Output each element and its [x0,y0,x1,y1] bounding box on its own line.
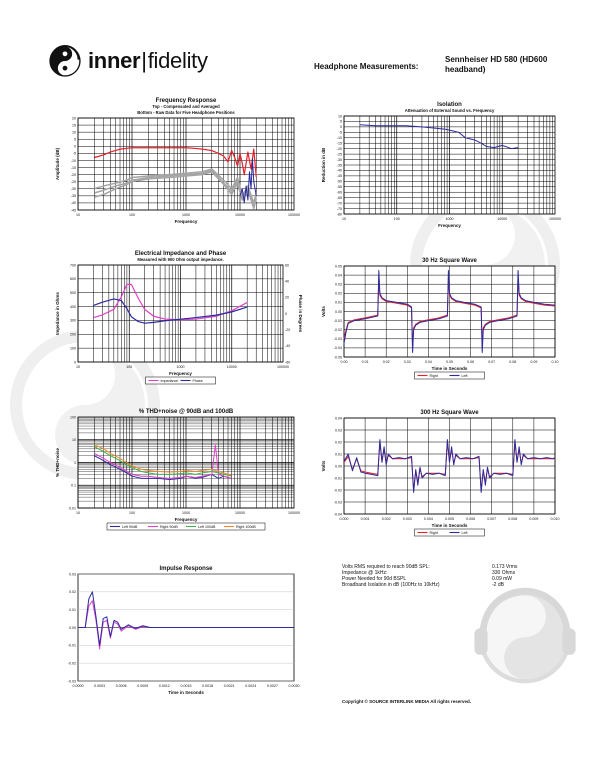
y2-tick-label: -20 [285,327,291,332]
y-tick-label: 0.02 [335,291,342,296]
x-axis-label: Frequency [174,219,198,224]
chart-subtitle: Measured with 900 Ohm output impedance. [137,257,224,262]
x-axis-label: Frequency [438,223,461,228]
x-tick-label: 0.0012 [158,684,170,688]
legend-label: Left 100dB [198,525,216,529]
y-tick-label: -40 [336,168,342,173]
thd-svg [50,406,300,536]
spec-row: Impedance @ 1kHz: 330 Ohms [342,570,516,576]
x-tick-label: 0.005 [445,517,454,521]
y-tick-label: -35 [336,163,342,168]
y-tick-label: 0.1 [71,483,76,488]
header-label: Headphone Measurements: [314,62,419,71]
y-tick-label: 0.05 [335,264,342,269]
y-tick-label: 5 [74,137,76,142]
y-tick-label: -10 [336,136,342,141]
x-tick-label: 0.002 [381,517,391,521]
x-tick-label: 0.01 [361,360,369,364]
x-tick-label: 0.0027 [266,684,278,688]
x-tick-label: 0.00 [340,360,348,364]
y-tick-label: -0.02 [333,488,342,493]
x-axis-label: Time in Seconds [431,366,468,371]
y-tick-label: -60 [336,190,342,195]
x-tick-label: 0.0000 [72,684,84,688]
y-tick-label: 400 [70,304,76,309]
x-tick-label: 10000 [235,511,245,515]
y-tick-label: 0.01 [69,506,76,511]
y-tick-label: 0.02 [335,440,342,445]
y-tick-label: 10 [72,438,76,443]
x-axis-label: Time in Seconds [168,690,204,695]
y-tick-label: 0.04 [335,273,342,278]
y2-tick-label: -60 [285,360,291,365]
imp_resp-svg [50,563,300,701]
legend-label: Left [461,374,468,378]
y-tick-label: -0.03 [333,337,342,342]
impulse-response-chart [50,563,300,701]
y-tick-label: 0.01 [335,300,342,305]
y-tick-label: 5 [340,119,342,124]
spec-row: Broadband Isolation in dB (100Hz to 10kHz) -2 dB [342,582,504,588]
y-tick-label: 300 [70,318,76,323]
y-tick-label: -65 [336,195,342,200]
y-tick-label: -0.03 [67,679,76,684]
chart-title: 30 Hz Square Wave [422,258,477,264]
frequency-response-chart [50,95,300,230]
x-tick-label: 10 [342,217,346,221]
x-tick-label: 10000 [226,365,237,369]
y-axis-label: Volts [321,306,326,317]
y-tick-label: -0.01 [67,643,76,648]
x-tick-label: 0.0018 [202,684,214,688]
impedance-phase-chart [50,248,305,390]
x-axis-label: Frequency [169,371,192,376]
x-tick-label: 100000 [288,511,300,515]
iso-svg [316,99,561,234]
y-tick-label: -45 [70,208,76,213]
legend [107,523,265,530]
y-axis-label: Amplitude (dB) [55,147,60,181]
y-tick-label: -0.02 [67,661,76,666]
y-tick-label: -0.01 [333,318,342,323]
y-tick-label: 600 [70,277,76,282]
x-tick-label: 100 [126,365,133,369]
legend-label: Right 100dB [236,525,256,529]
x-tick-label: 1000 [445,217,454,221]
chart-title: 300 Hz Square Wave [420,410,479,416]
y-axis-label: Impedance in Ohms [55,292,60,335]
square-wave-300hz-chart [316,407,561,542]
x-tick-label: 0.009 [529,517,539,521]
x-tick-label: 100 [129,511,135,515]
x-tick-label: 100000 [549,217,561,221]
y-tick-label: -10 [70,158,76,163]
x-tick-label: 10 [76,511,80,515]
fr-svg [50,95,300,230]
x-tick-label: 0.0015 [180,684,192,688]
y-tick-label: -0.02 [333,328,342,332]
x-tick-label: 10 [76,213,80,217]
spec-row: Volts RMS required to reach 90dB SPL: 0.173 Vrms [342,564,518,570]
y-tick-label: -0.04 [333,346,342,351]
y-tick-label: -5 [338,130,342,135]
y-tick-label: -20 [70,172,76,177]
y-tick-label: 0 [340,125,342,130]
x-tick-label: 1000 [176,365,185,369]
legend-label: Right 90dB [160,525,178,529]
y-tick-label: -15 [70,165,76,170]
brand-light: fidelity [147,48,208,73]
y-tick-label: 0 [74,144,76,149]
x-tick-label: 100000 [288,213,300,217]
y-tick-label: 100 [70,415,76,420]
y2-tick-label: 40 [285,279,289,284]
y-tick-label: -25 [70,179,76,184]
x-tick-label: 0.004 [423,517,433,521]
headphone-model: Sennheiser HD 580 (HD600 headband) [445,55,548,74]
chart-title: Impulse Response [159,566,213,572]
x-tick-label: 0.10 [551,360,559,364]
y-tick-label: -30 [70,187,76,192]
y-tick-label: 100 [70,346,76,351]
y-tick-label: 0.00 [335,309,342,314]
yin-yang-watermark-bottom [470,580,580,690]
copyright: Copyright © SOURCE INTERLINK MEDIA All rights reserved. [342,699,471,704]
legend [415,529,485,536]
y-tick-label: -0.03 [333,500,342,505]
x-tick-label: 100 [129,213,135,217]
y-tick-label: 10 [72,130,76,135]
x-tick-label: 0.02 [382,360,390,364]
y2-tick-label: 20 [285,295,289,300]
brand-logo [48,44,218,80]
y-tick-label: -0.01 [333,476,342,481]
x-tick-label: 0.006 [466,517,476,521]
x-tick-label: 0.010 [550,517,560,521]
legend-label: Phase [192,379,203,383]
y-tick-label: -0.04 [333,512,342,517]
y-tick-label: -75 [336,206,342,211]
y-tick-label: -80 [336,212,342,217]
thd-noise-chart [50,406,300,536]
y-tick-label: 0.02 [69,590,76,595]
chart-subtitle: Bottom - Raw Data for Five Headphone Positions [137,110,235,115]
y-tick-label: -50 [336,179,342,184]
y-tick-label: 1 [74,460,76,465]
y-tick-label: 0.00 [69,625,76,630]
y-tick-label: -45 [336,174,342,179]
chart-title: Isolation [437,102,462,108]
y-tick-label: -70 [336,201,342,206]
y-tick-label: 700 [70,263,76,268]
x-tick-label: 100000 [277,365,289,369]
yin-yang-logo-icon [48,44,82,78]
y-axis-label: Reduction in dB [321,147,326,183]
legend [415,372,485,379]
y-tick-label: 0.04 [335,416,342,421]
y2-tick-label: 60 [285,263,289,268]
y-tick-label: -25 [336,152,342,157]
y-tick-label: -5 [72,151,76,156]
y-tick-label: 0 [74,360,76,365]
legend [146,377,216,384]
y-axis-label: % THD+noise [55,448,60,477]
x-tick-label: 0.07 [488,360,496,364]
legend-label: Left [461,531,468,535]
y2-axis-label: Phase in Degrees [298,294,303,333]
x-tick-label: 0.003 [402,517,412,521]
x-tick-label: 100 [393,217,400,221]
x-tick-label: 10 [76,365,80,369]
x-tick-label: 0.04 [424,360,432,364]
imp-svg [50,248,305,390]
isolation-chart [316,99,561,234]
brand-bold: inner [88,48,141,73]
sq30-svg [316,255,561,385]
y-tick-label: 200 [70,332,76,337]
y-tick-label: 0.03 [69,572,76,577]
specs-table [342,564,552,588]
x-tick-label: 0.0030 [288,684,300,688]
y-tick-label: 0.03 [335,282,342,287]
chart-title: % THD+noise @ 90dB and 100dB [138,409,234,415]
square-wave-30hz-chart [316,255,561,385]
legend-label: Right [429,531,438,535]
x-tick-label: 0.007 [487,517,497,521]
y-tick-label: 10 [338,114,342,119]
x-tick-label: 10000 [497,217,508,221]
legend-label: Right [429,374,438,378]
x-tick-label: 0.0003 [94,684,106,688]
y-tick-label: -40 [70,201,76,206]
y-tick-label: 0.03 [335,428,342,433]
x-tick-label: 10000 [235,213,245,217]
x-tick-label: 0.0009 [137,684,149,688]
y-tick-label: 0.00 [335,464,342,469]
x-tick-label: 0.05 [446,360,453,364]
x-tick-label: 0.08 [509,360,517,364]
legend-label: Impedance [160,379,179,383]
y-tick-label: -55 [336,185,342,190]
x-tick-label: 0.001 [360,517,370,521]
x-tick-label: 1000 [182,213,190,217]
x-tick-label: 0.0024 [245,684,257,688]
chart-subtitle: Top - Compensated and Averaged [152,104,220,109]
y-tick-label: 0.01 [335,452,342,457]
y-tick-label: -30 [336,157,342,162]
x-axis-label: Time in Seconds [431,523,468,528]
y-axis-label: Volts [321,460,326,472]
y-tick-label: 500 [70,291,76,296]
x-tick-label: 0.000 [339,517,349,521]
legend-label: Left 90dB [122,525,138,529]
chart-title: Frequency Response [155,98,217,104]
chart-subtitle: Attenuation of External Sound vs. Frequency [404,108,495,113]
y-tick-label: -0.05 [333,355,342,360]
spec-row: Power Needed for 90d BSPL 0.09 mW [342,576,513,582]
x-tick-label: 0.0006 [115,684,127,688]
y2-tick-label: -40 [285,344,291,349]
y-tick-label: -35 [70,194,76,199]
brand-wordmark: inner|fidelity [88,48,208,73]
chart-title: Electrical Impedance and Phase [134,251,227,257]
sq300-svg [316,407,561,542]
y-tick-label: -20 [336,146,342,151]
x-axis-label: Frequency [174,517,198,522]
y-tick-label: 0.01 [69,607,76,612]
x-tick-label: 0.03 [403,360,411,364]
x-tick-label: 0.0021 [223,684,235,688]
y-tick-label: 15 [72,123,76,128]
x-tick-label: 1000 [182,511,190,515]
x-tick-label: 0.008 [508,517,518,521]
y2-tick-label: 0 [285,311,287,316]
y-tick-label: -15 [336,141,342,146]
x-tick-label: 0.06 [467,360,475,364]
x-tick-label: 0.09 [530,360,538,364]
y-tick-label: 20 [72,116,76,121]
